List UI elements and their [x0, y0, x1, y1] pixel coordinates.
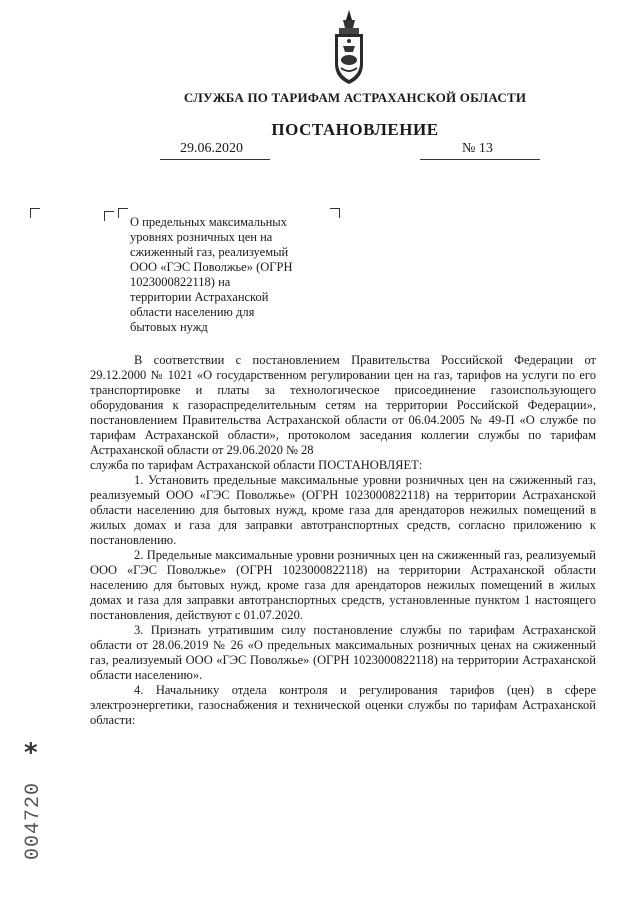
- clause-2: 2. Предельные максимальные уровни розничных цен на сжиженный газ, реализуемый ООО «ГЭС Поволжье» (ОГРН 1023000822118) на территории Астраханской области населению для бытовых нужд, кроме газа для арендаторов нежилых помещений в жилых домах и газа для заправки автотранспортных средств, установленные пунктом 1 настоящего постановления, действуют с 01.07.2020.: [90, 548, 596, 622]
- subject-line: территории Астраханской: [130, 290, 269, 304]
- subject-line: 1023000822118) на: [130, 275, 231, 289]
- subject-line: сжиженный газ, реализуемый: [130, 245, 289, 259]
- subject-line: ООО «ГЭС Поволжье» (ОГРН: [130, 260, 293, 274]
- subject-line: бытовых нужд: [130, 320, 208, 334]
- agency-title: СЛУЖБА ПО ТАРИФАМ АСТРАХАНСКОЙ ОБЛАСТИ: [183, 90, 527, 105]
- subject-corner-mark: [330, 208, 340, 218]
- subject-line: области населению для: [130, 305, 255, 319]
- document-number: № 13: [462, 141, 493, 156]
- margin-asterisk: *: [24, 738, 38, 768]
- coat-of-arms-icon: [329, 8, 369, 88]
- preamble-paragraph: В соответствии с постановлением Правительства Российской Федерации от 29.12.2000 № 1021 «О государственном регулировании цен на газ, тарифов на услуги по его транспортировке и платы за технологическое присоединение газоиспользующего оборудования к газораспределительным сетям на территории Российской Федерации», постановлением Правительства Астраханской области от 06.04.2005 № 49-П «О службе по тарифам Астраханской области», протоколом заседания коллегии службы по тарифам Астраханской области от 29.06.2020 № 28: [90, 353, 596, 457]
- subject-corner-mark: [30, 208, 40, 218]
- subject-line: уровнях розничных цен на: [130, 230, 273, 244]
- subject-line: О предельных максимальных: [130, 215, 287, 229]
- clause-4: 4. Начальнику отдела контроля и регулирования тарифов (цен) в сфере электроэнергетики, газоснабжения и технической оценки службы по тарифам Астраханской области:: [90, 683, 596, 727]
- date-underline: [160, 159, 270, 160]
- clause-1: 1. Установить предельные максимальные уровни розничных цен на сжиженный газ, реализуемый ООО «ГЭС Поволжье» (ОГРН 1023000822118) на территории Астраханской области населению для бытовых нужд, кроме газа для арендаторов нежилых помещений в жилых домах и газа для заправки автотранспортных средств, согласно приложению к постановлению.: [90, 473, 596, 547]
- subject-corner-mark: [118, 208, 128, 218]
- document-type: ПОСТАНОВЛЕНИЕ: [271, 120, 439, 139]
- document-subject: [130, 215, 330, 335]
- margin-serial-number: 004720: [22, 781, 45, 860]
- resolution-line: служба по тарифам Астраханской области ПОСТАНОВЛЯЕТ:: [90, 458, 423, 472]
- document-body: [90, 353, 596, 728]
- document-date: 29.06.2020: [180, 141, 243, 156]
- number-underline: [420, 159, 540, 160]
- clause-3: 3. Признать утратившим силу постановление службы по тарифам Астраханской области от 28.06.2019 № 26 «О предельных максимальных розничных ценах на сжиженный газ, реализуемый ООО «ГЭС Поволжье» (ОГРН 1023000822118) на территории Астраханской области населению».: [90, 623, 596, 682]
- subject-corner-mark: [104, 211, 114, 221]
